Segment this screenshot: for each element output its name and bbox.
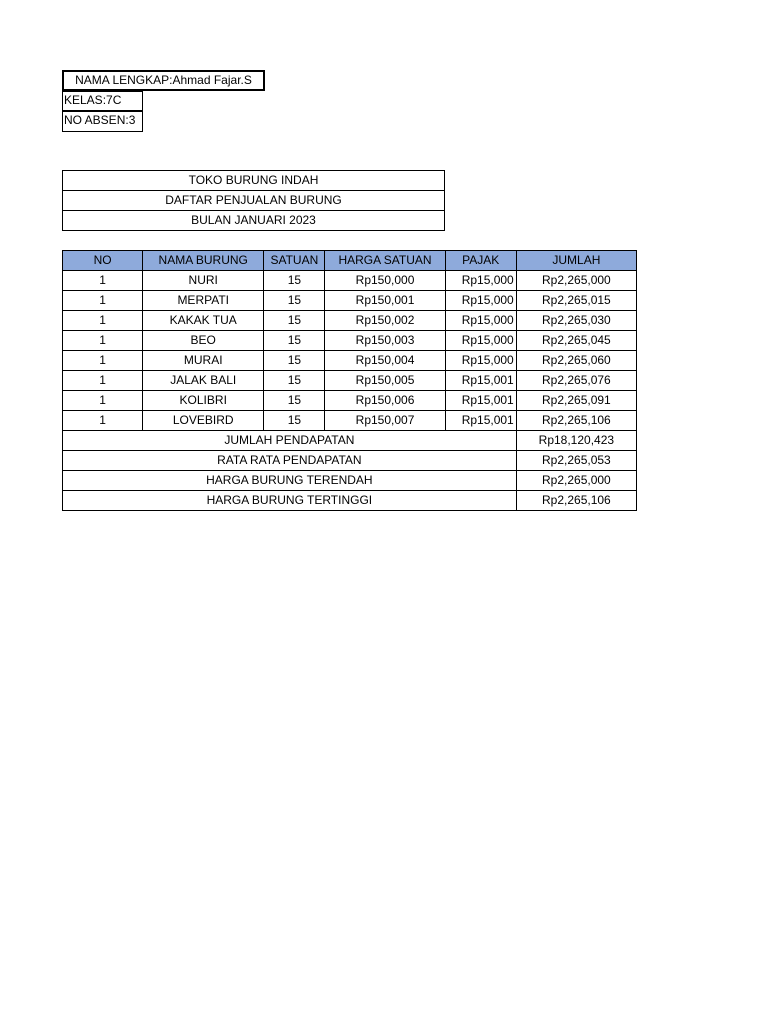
cell-tax: Rp15,001: [445, 391, 516, 411]
table-row: [63, 411, 637, 431]
cell-quantity: 15: [264, 391, 325, 411]
cell-no: 1: [63, 351, 143, 371]
cell-total: Rp2,265,000: [516, 271, 636, 291]
period-title: BULAN JANUARI 2023: [63, 211, 445, 231]
bird-sales-table: [62, 250, 637, 511]
summary-value: Rp2,265,000: [516, 471, 636, 491]
cell-no: 1: [63, 291, 143, 311]
cell-tax: Rp15,000: [445, 271, 516, 291]
cell-bird-name: KAKAK TUA: [143, 311, 264, 331]
cell-unit-price: Rp150,005: [325, 371, 445, 391]
table-row: [63, 331, 637, 351]
table-row: [63, 311, 637, 331]
class-cell: KELAS:7C: [62, 91, 143, 111]
cell-unit-price: Rp150,007: [325, 411, 445, 431]
summary-label: JUMLAH PENDAPATAN: [63, 431, 517, 451]
cell-no: 1: [63, 371, 143, 391]
cell-unit-price: Rp150,002: [325, 311, 445, 331]
cell-bird-name: BEO: [143, 331, 264, 351]
cell-no: 1: [63, 311, 143, 331]
sales-list-title: DAFTAR PENJUALAN BURUNG: [63, 191, 445, 211]
cell-total: Rp2,265,015: [516, 291, 636, 311]
cell-no: 1: [63, 411, 143, 431]
cell-tax: Rp15,001: [445, 411, 516, 431]
summary-label: HARGA BURUNG TERENDAH: [63, 471, 517, 491]
cell-bird-name: LOVEBIRD: [143, 411, 264, 431]
table-row: [63, 391, 637, 411]
cell-bird-name: MURAI: [143, 351, 264, 371]
cell-unit-price: Rp150,003: [325, 331, 445, 351]
cell-bird-name: MERPATI: [143, 291, 264, 311]
table-row: [63, 371, 637, 391]
summary-row: [63, 451, 637, 471]
summary-row: [63, 431, 637, 451]
cell-total: Rp2,265,091: [516, 391, 636, 411]
summary-row: [63, 491, 637, 511]
cell-unit-price: Rp150,004: [325, 351, 445, 371]
store-title-block: [62, 170, 445, 231]
cell-total: Rp2,265,060: [516, 351, 636, 371]
cell-total: Rp2,265,076: [516, 371, 636, 391]
summary-value: Rp2,265,106: [516, 491, 636, 511]
cell-quantity: 15: [264, 411, 325, 431]
cell-bird-name: NURI: [143, 271, 264, 291]
cell-total: Rp2,265,030: [516, 311, 636, 331]
store-name: TOKO BURUNG INDAH: [63, 171, 445, 191]
cell-unit-price: Rp150,006: [325, 391, 445, 411]
cell-quantity: 15: [264, 331, 325, 351]
header-tax: PAJAK: [445, 251, 516, 271]
cell-no: 1: [63, 271, 143, 291]
attendance-number-cell: NO ABSEN:3: [62, 111, 143, 132]
cell-quantity: 15: [264, 351, 325, 371]
summary-value: Rp18,120,423: [516, 431, 636, 451]
header-quantity: SATUAN: [264, 251, 325, 271]
table-row: [63, 271, 637, 291]
cell-tax: Rp15,000: [445, 311, 516, 331]
cell-tax: Rp15,000: [445, 351, 516, 371]
cell-total: Rp2,265,106: [516, 411, 636, 431]
header-no: NO: [63, 251, 143, 271]
header-bird-name: NAMA BURUNG: [143, 251, 264, 271]
table-row: [63, 351, 637, 371]
summary-label: RATA RATA PENDAPATAN: [63, 451, 517, 471]
table-header-row: [63, 251, 637, 271]
cell-bird-name: KOLIBRI: [143, 391, 264, 411]
summary-value: Rp2,265,053: [516, 451, 636, 471]
cell-quantity: 15: [264, 271, 325, 291]
title-row: [63, 171, 445, 191]
title-row: [63, 191, 445, 211]
title-row: [63, 211, 445, 231]
table-row: [63, 291, 637, 311]
header-total: JUMLAH: [516, 251, 636, 271]
cell-tax: Rp15,000: [445, 331, 516, 351]
cell-tax: Rp15,000: [445, 291, 516, 311]
cell-quantity: 15: [264, 371, 325, 391]
cell-unit-price: Rp150,000: [325, 271, 445, 291]
summary-label: HARGA BURUNG TERTINGGI: [63, 491, 517, 511]
header-unit-price: HARGA SATUAN: [325, 251, 445, 271]
cell-no: 1: [63, 391, 143, 411]
cell-no: 1: [63, 331, 143, 351]
cell-quantity: 15: [264, 291, 325, 311]
cell-bird-name: JALAK BALI: [143, 371, 264, 391]
cell-quantity: 15: [264, 311, 325, 331]
cell-total: Rp2,265,045: [516, 331, 636, 351]
summary-row: [63, 471, 637, 491]
cell-unit-price: Rp150,001: [325, 291, 445, 311]
student-name-cell: NAMA LENGKAP:Ahmad Fajar.S: [62, 70, 265, 91]
cell-tax: Rp15,001: [445, 371, 516, 391]
